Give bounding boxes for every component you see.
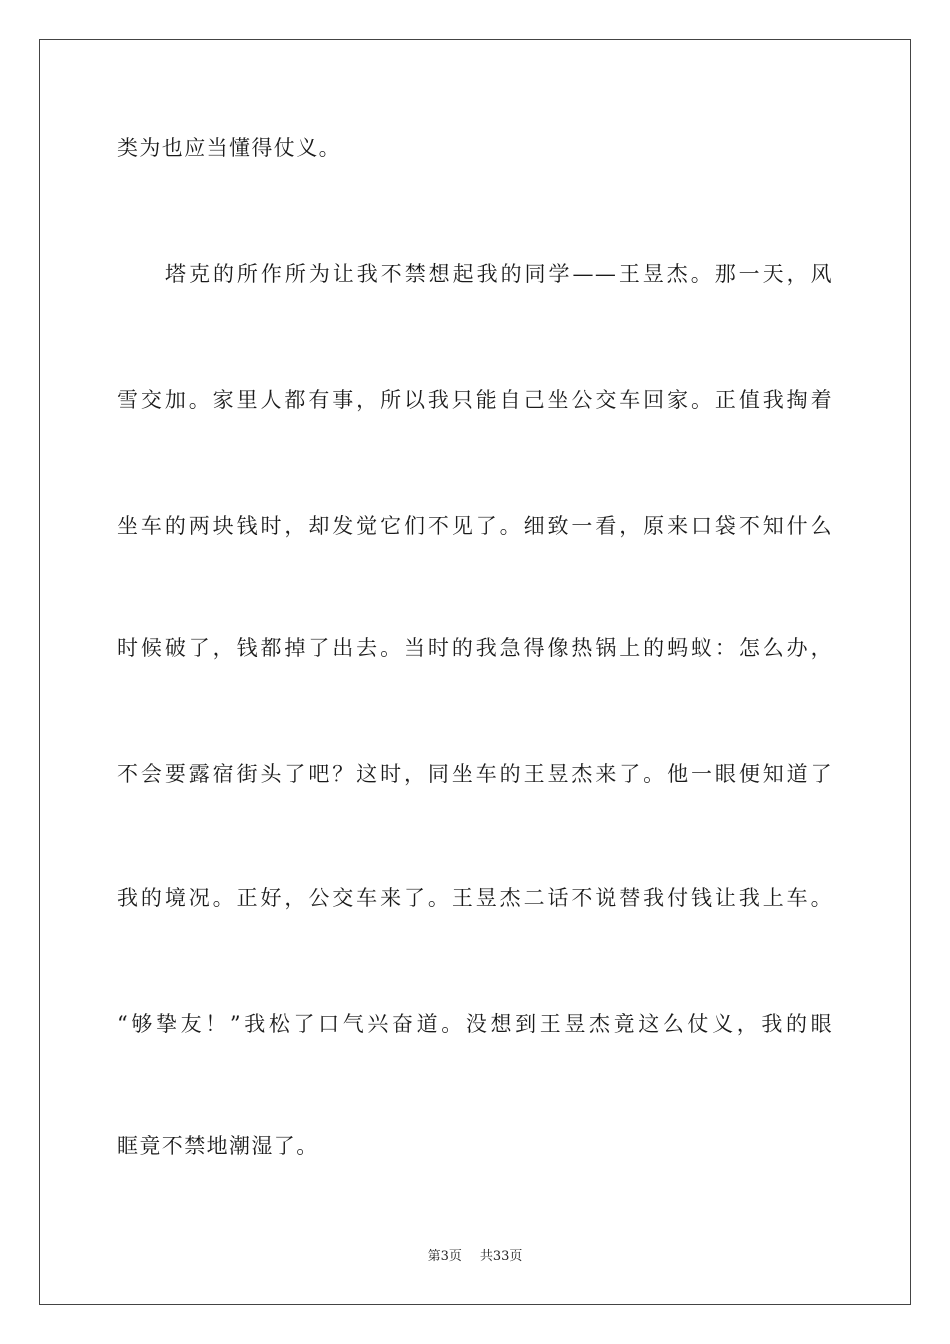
paragraph-line: 坐车的两块钱时，却发觉它们不见了。细致一看，原来口袋不知什么 <box>117 514 833 538</box>
paragraph-line: “够挚友！”我松了口气兴奋道。没想到王昱杰竟这么仗义，我的眼 <box>117 1012 833 1036</box>
paragraph-line: 雪交加。家里人都有事，所以我只能自己坐公交车回家。正值我掏着 <box>117 388 833 412</box>
page-footer <box>0 1248 950 1266</box>
page-border <box>39 39 911 1305</box>
page-total: 共33页 <box>479 1249 523 1264</box>
page-number: 第3页 <box>427 1249 462 1264</box>
paragraph-line: 塔克的所作所为让我不禁想起我的同学——王昱杰。那一天，风 <box>165 262 833 286</box>
paragraph-line: 类为也应当懂得仗义。 <box>117 136 341 160</box>
paragraph-line: 我的境况。正好，公交车来了。王昱杰二话不说替我付钱让我上车。 <box>117 886 833 910</box>
paragraph-line: 不会要露宿街头了吧？这时，同坐车的王昱杰来了。他一眼便知道了 <box>117 762 833 786</box>
paragraph-line: 眶竟不禁地潮湿了。 <box>117 1134 319 1158</box>
paragraph-line: 时候破了，钱都掉了出去。当时的我急得像热锅上的蚂蚁：怎么办， <box>117 636 833 660</box>
